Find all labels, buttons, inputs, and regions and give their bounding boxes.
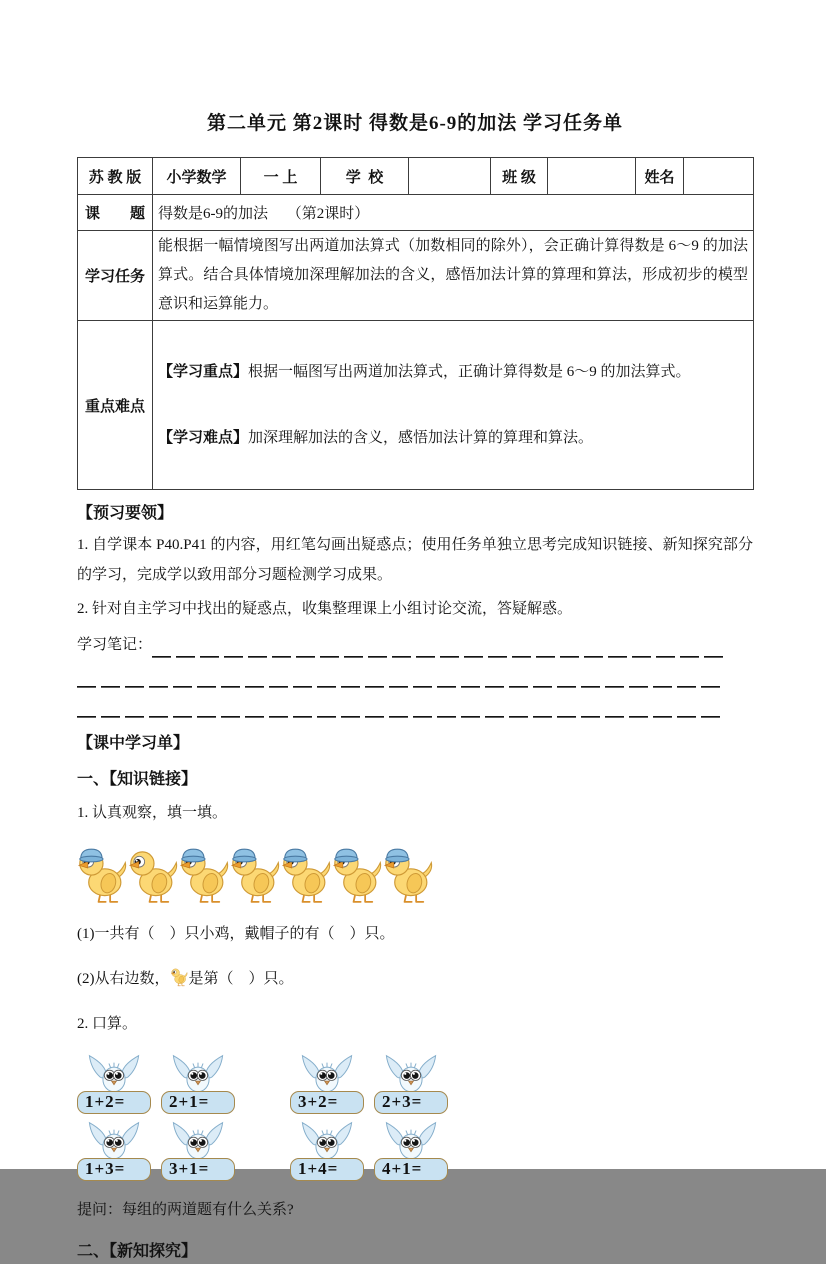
preview-item-2: 2. 针对自主学习中找出的疑惑点，收集整理课上小组讨论交流，答疑解惑。 xyxy=(77,601,573,617)
oral-group-1 xyxy=(77,1054,235,1114)
class-label: 班 级 xyxy=(491,158,548,195)
chick-figure xyxy=(129,843,179,909)
school-value-cell xyxy=(409,158,491,195)
chick-hat-icon xyxy=(233,849,256,862)
notes-label: 学习笔记： xyxy=(77,637,153,653)
followup-question: 提问：每组的两道题有什么关系? xyxy=(77,1202,294,1218)
notes-writein-line xyxy=(77,658,725,688)
name-value-cell xyxy=(684,158,754,195)
math-problem-card: 4+1= xyxy=(374,1158,448,1181)
chicks-illustration xyxy=(78,843,753,911)
school-label: 学 校 xyxy=(321,158,409,195)
section2-heading: 二、【新知探究】 xyxy=(77,1243,198,1260)
oral-group-2 xyxy=(290,1054,448,1114)
focus-text: 根据一幅图写出两道加法算式，正确计算得数是 6～9 的加法算式。 xyxy=(248,364,691,380)
oral-problem xyxy=(374,1054,448,1114)
bird-icon xyxy=(299,1054,355,1095)
oral-group-3 xyxy=(77,1121,235,1181)
oral-problem xyxy=(290,1121,364,1181)
oral-problem xyxy=(77,1121,151,1181)
chick-hat-icon xyxy=(335,849,358,862)
chick-figure xyxy=(231,843,281,909)
task-label: 学习任务 xyxy=(78,231,153,321)
notes-writein-line xyxy=(152,634,725,658)
section1-heading: 一、【知识链接】 xyxy=(77,771,198,788)
oral-row-1 xyxy=(77,1054,753,1114)
math-problem-card: 2+1= xyxy=(161,1091,235,1114)
oral-math-block xyxy=(77,1054,753,1181)
notes-row xyxy=(77,630,725,658)
math-problem-card: 2+3= xyxy=(374,1091,448,1114)
focus-tag: 【学习重点】 xyxy=(158,364,249,380)
bird-icon xyxy=(299,1121,355,1162)
task1-question-2-post: 是第（ ）只。 xyxy=(188,971,294,987)
class-value-cell xyxy=(548,158,636,195)
page-title: 第二单元 第2课时 得数是6-9的加法 学习任务单 xyxy=(206,113,624,134)
bird-icon xyxy=(170,1054,226,1095)
task2-title: 2. 口算。 xyxy=(77,1016,138,1032)
topic-label: 课 题 xyxy=(78,195,153,231)
chick-hat-icon xyxy=(284,849,307,862)
chick-hat-icon xyxy=(386,849,409,862)
task1-question-2-pre: (2)从右边数， xyxy=(77,971,170,987)
math-problem-card: 1+3= xyxy=(77,1158,151,1181)
chick-icon xyxy=(130,852,177,902)
math-problem-card: 3+1= xyxy=(161,1158,235,1181)
task-text: 能根据一幅情境图写出两道加法算式（加数相同的除外），会正确计算得数是 6～9 的加法算式。结合具体情境加深理解加法的含义，感悟加法计算的算理和算法，形成初步的模型意识和运算能力。 xyxy=(153,231,754,321)
subject-label: 小学数学 xyxy=(153,158,241,195)
difficulty-tag: 【学习难点】 xyxy=(158,430,249,446)
task1-question-2 xyxy=(77,964,753,994)
oral-problem xyxy=(161,1054,235,1114)
focus-line xyxy=(158,356,748,388)
task1-question-1: (1)一共有（ ）只小鸡，戴帽子的有（ ）只。 xyxy=(77,926,395,942)
math-problem-card: 3+2= xyxy=(290,1091,364,1114)
keypoints-cell xyxy=(153,321,754,490)
math-problem-card: 1+4= xyxy=(290,1158,364,1181)
chick-figure xyxy=(384,843,434,909)
keypoints-label: 重点难点 xyxy=(78,321,153,490)
oral-row-2 xyxy=(77,1121,753,1181)
task1-title: 1. 认真观察，填一填。 xyxy=(77,805,228,821)
bird-icon xyxy=(86,1054,142,1095)
bird-icon xyxy=(383,1054,439,1095)
inclass-heading: 【课中学习单】 xyxy=(77,735,190,752)
bird-icon xyxy=(170,1121,226,1162)
semester-label: 一 上 xyxy=(241,158,321,195)
bird-icon xyxy=(86,1121,142,1162)
oral-group-4 xyxy=(290,1121,448,1181)
difficulty-text: 加深理解加法的含义，感悟加法计算的算理和算法。 xyxy=(248,430,594,446)
chick-hat-icon xyxy=(182,849,205,862)
edition-label: 苏 教 版 xyxy=(78,158,153,195)
chick-figure xyxy=(78,843,128,909)
preview-item-1: 1. 自学课本 P40.P41 的内容，用红笔勾画出疑惑点；使用任务单独立思考完成知识链接、新知探究部分的学习，完成学以致用部分习题检测学习成果。 xyxy=(77,537,753,583)
info-table xyxy=(77,157,754,490)
chick-hat-icon xyxy=(80,849,103,862)
difficulty-line xyxy=(158,422,748,454)
name-label: 姓名 xyxy=(636,158,684,195)
preview-heading: 【预习要领】 xyxy=(77,505,174,522)
bird-icon xyxy=(383,1121,439,1162)
oral-problem xyxy=(374,1121,448,1181)
oral-problem xyxy=(161,1121,235,1181)
chick-figure xyxy=(282,843,332,909)
chick-figure xyxy=(180,843,230,909)
topic-value: 得数是6-9的加法 （第2课时） xyxy=(153,195,754,231)
math-problem-card: 1+2= xyxy=(77,1091,151,1114)
notes-writein-line xyxy=(77,688,725,718)
oral-problem xyxy=(290,1054,364,1114)
chick-figure xyxy=(333,843,383,909)
small-chick-icon xyxy=(171,967,188,987)
oral-problem xyxy=(77,1054,151,1114)
